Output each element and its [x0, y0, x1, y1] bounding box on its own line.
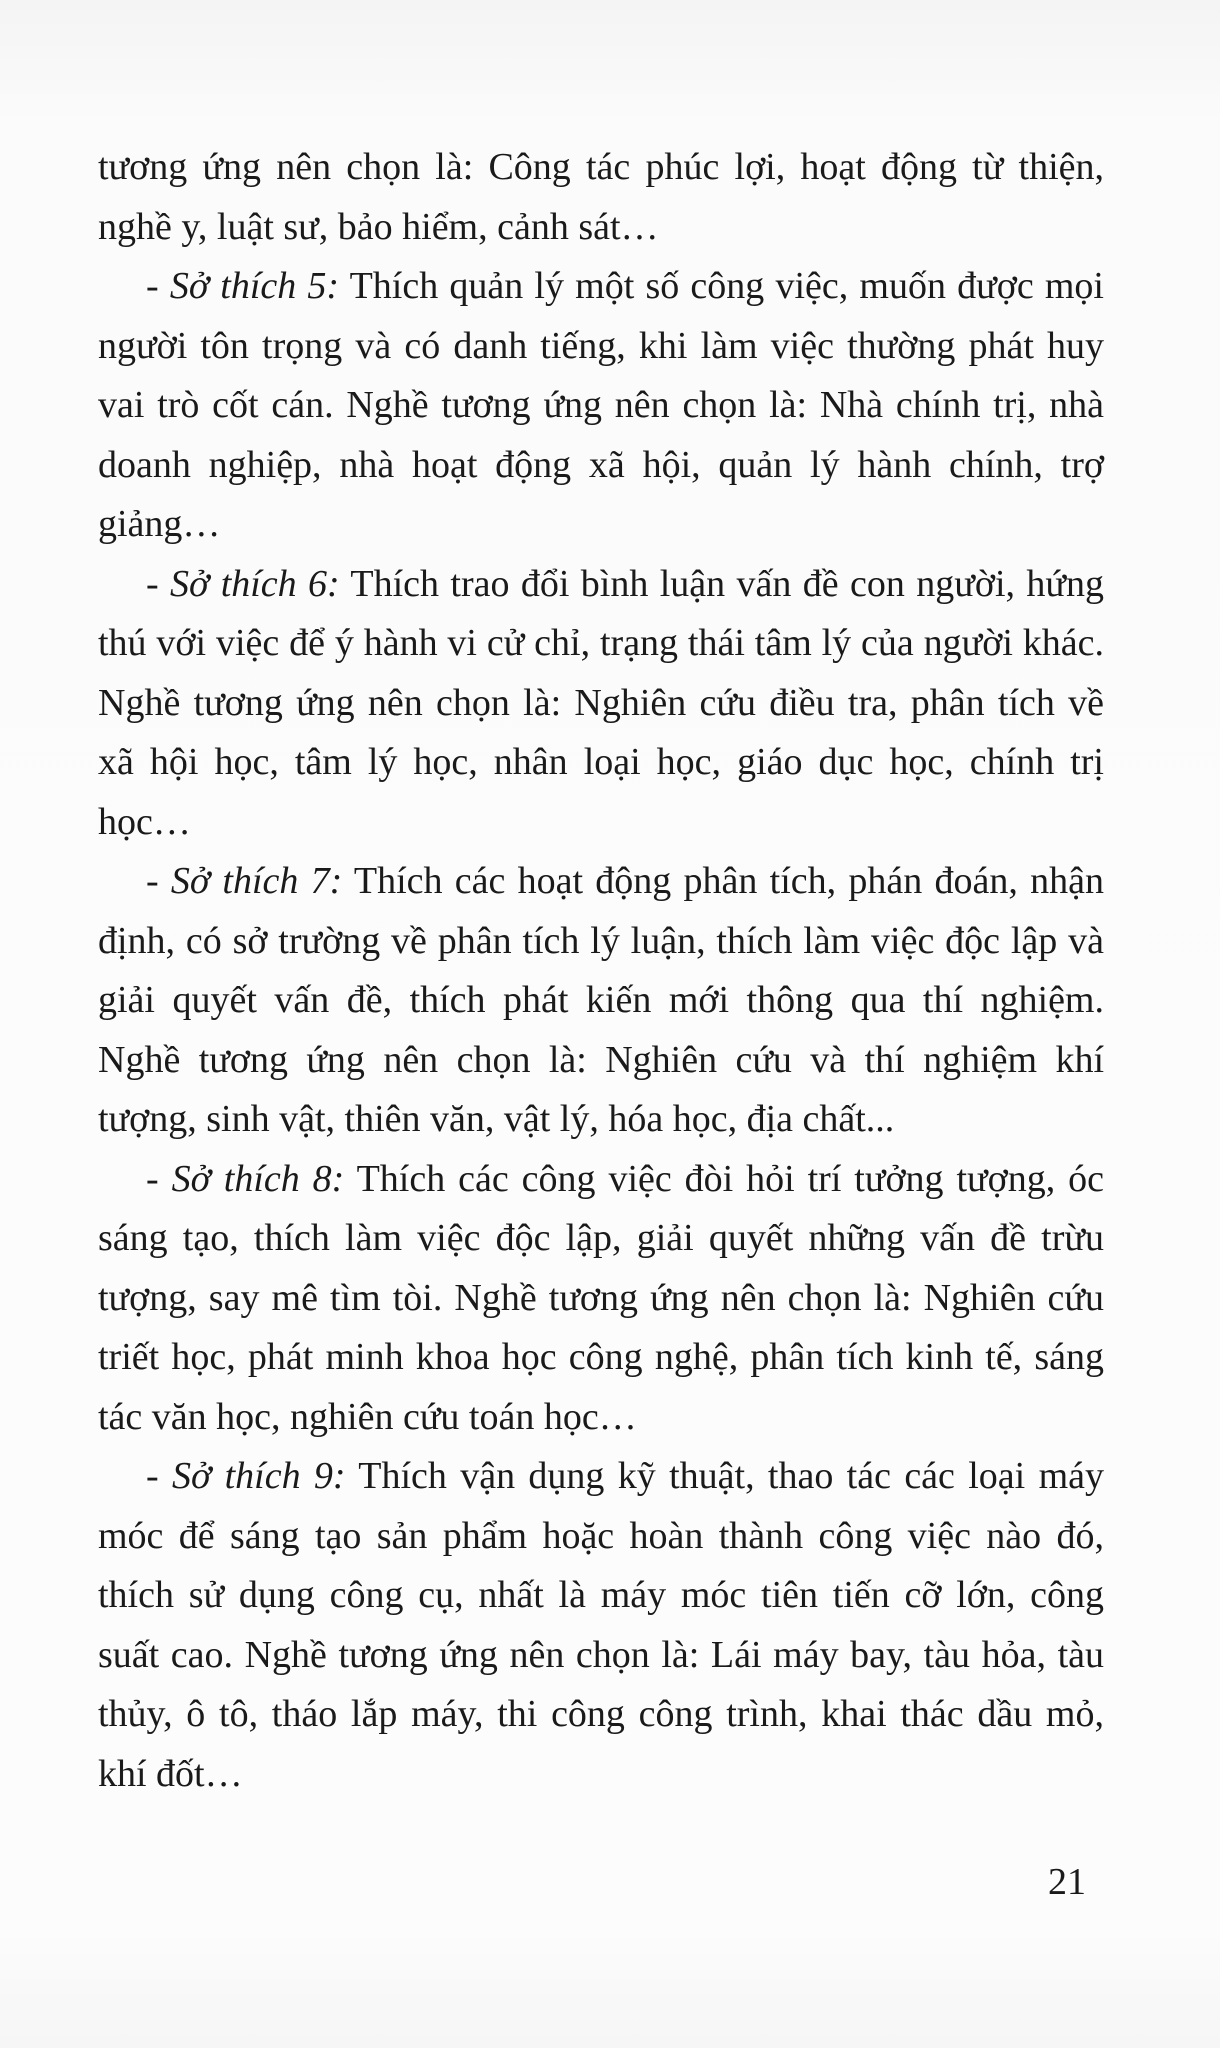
hobby-label: - Sở thích 5:	[146, 265, 340, 307]
hobby-text: Thích vận dụng kỹ thuật, thao tác các loại máy móc để sáng tạo sản phẩm hoặc hoàn thành công việc nào đó, thích sử dụng công cụ, nhất là máy móc tiên tiến cỡ lớn, công suất cao. Nghề tương ứng nên chọn là: Lái máy bay, tàu hỏa, tàu thủy, ô tô, tháo lắp máy, thi công công trình, khai thác dầu mỏ, khí đốt…	[98, 1455, 1104, 1795]
hobby-item-8	[98, 1150, 1104, 1448]
body-text	[98, 138, 1104, 1804]
hobby-label: - Sở thích 8:	[146, 1157, 345, 1200]
hobby-label: - Sở thích 7:	[146, 860, 343, 902]
hobby-label: - Sở thích 6:	[146, 562, 340, 605]
opening-paragraph: tương ứng nên chọn là: Công tác phúc lợi, hoạt động từ thiện, nghề y, luật sư, bảo hiểm, cảnh sát…	[98, 146, 1104, 248]
hobby-text: Thích các công việc đòi hỏi trí tưởng tượng, óc sáng tạo, thích làm việc độc lập, giải quyết những vấn đề trừu tượng, say mê tìm tòi. Nghề tương ứng nên chọn là: Nghiên cứu triết học, phát minh khoa học công nghệ, phân tích kinh tế, sáng tác văn học, nghiên cứu toán học…	[98, 1157, 1105, 1438]
hobby-item-5	[98, 257, 1104, 555]
hobby-item-9	[98, 1447, 1104, 1804]
hobby-text: Thích trao đổi bình luận vấn đề con người, hứng thú với việc để ý hành vi cử chỉ, trạng thái tâm lý của người khác. Nghề tương ứng nên chọn là: Nghiên cứu điều tra, phân tích về xã hội học, tâm lý học, nhân loại học, giáo dục học, chính trị học…	[98, 562, 1104, 843]
hobby-label: - Sở thích 9:	[146, 1455, 346, 1497]
page-number: 21	[1048, 1861, 1086, 1903]
hobby-item-6	[98, 555, 1104, 853]
hobby-text: Thích các hoạt động phân tích, phán đoán, nhận định, có sở trường về phân tích lý luận, thích làm việc độc lập và giải quyết vấn đề, thích phát kiến mới thông qua thí nghiệm. Nghề tương ứng nên chọn là: Nghiên cứu và thí nghiệm khí tượng, sinh vật, thiên văn, vật lý, hóa học, địa chất...	[98, 860, 1104, 1140]
hobby-text: Thích quản lý một số công việc, muốn được mọi người tôn trọng và có danh tiếng, khi làm việc thường phát huy vai trò cốt cán. Nghề tương ứng nên chọn là: Nhà chính trị, nhà doanh nghiệp, nhà hoạt động xã hội, quản lý hành chính, trợ giảng…	[98, 265, 1104, 545]
hobby-item-7	[98, 852, 1104, 1150]
